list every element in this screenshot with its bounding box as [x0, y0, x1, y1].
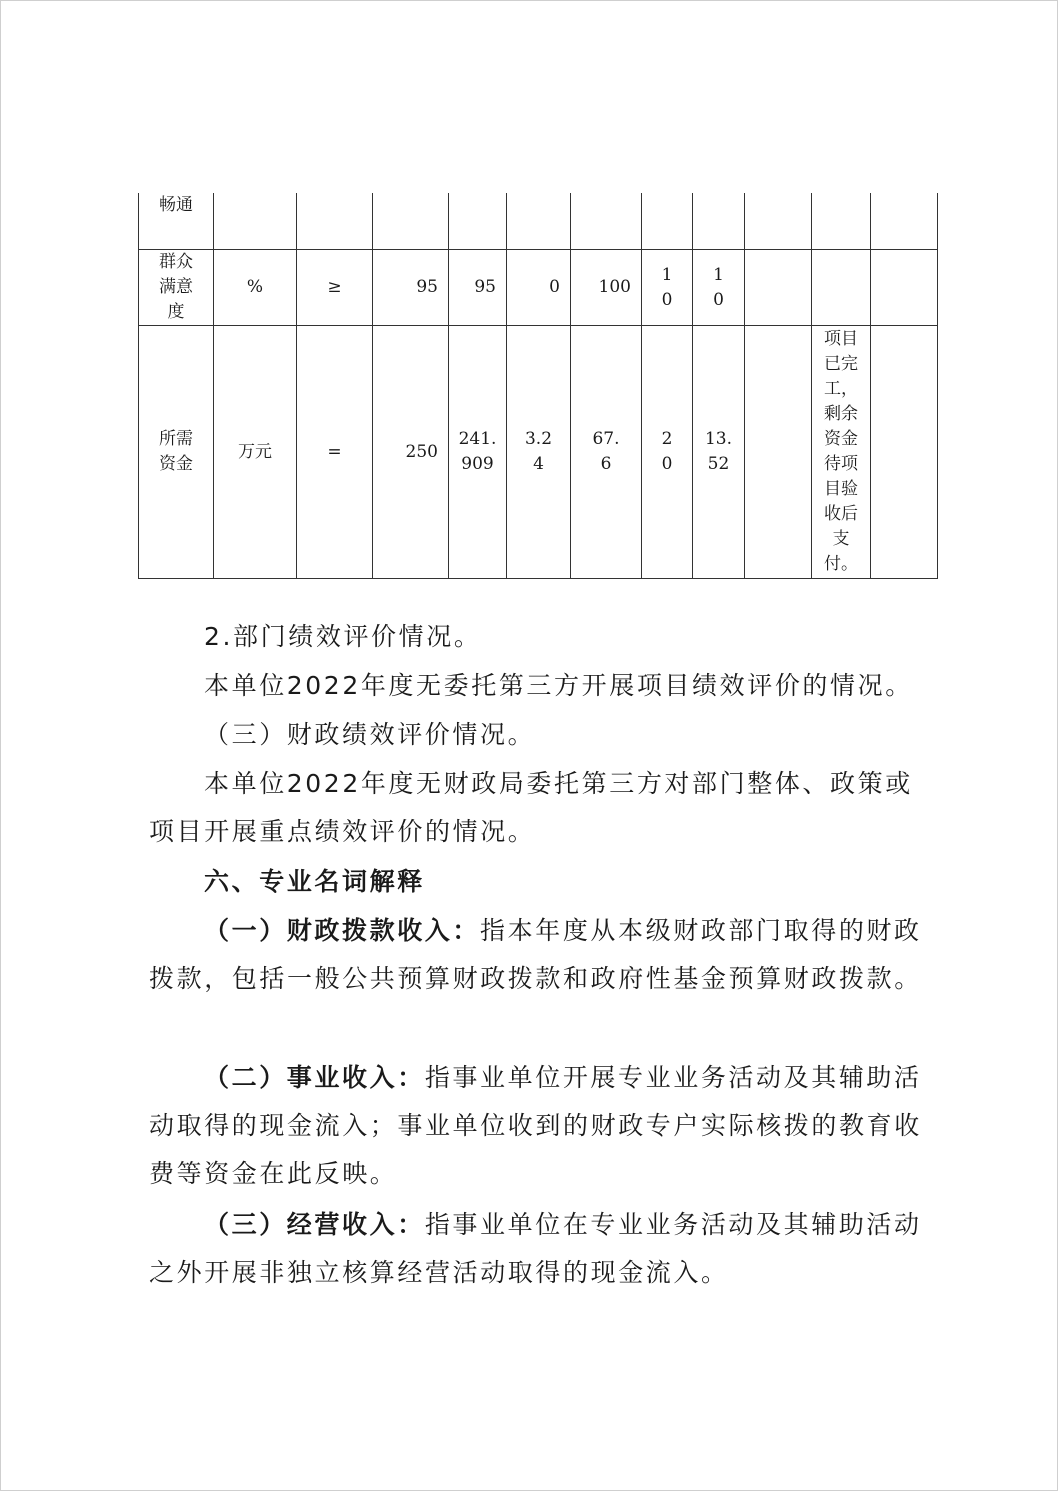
paragraph-business-income — [149, 1054, 929, 1198]
score-cell — [693, 250, 745, 326]
completion-text: 67.6 — [592, 429, 620, 474]
deviation-cell: 0 — [507, 250, 571, 326]
term-title: （一）财政拨款收入： — [204, 916, 481, 945]
paragraph-dept-evaluation: 2.部门绩效评价情况。 — [204, 622, 482, 651]
performance-table — [138, 193, 938, 579]
paragraph-operating-income — [149, 1201, 929, 1297]
indicator-cell — [139, 250, 214, 326]
unit-cell: % — [214, 250, 297, 326]
score-text: 10 — [713, 264, 724, 310]
paragraph-fiscal-appropriation — [149, 907, 929, 1003]
note-cell — [812, 326, 871, 579]
weight-cell — [642, 250, 693, 326]
deviation-text: 3.24 — [524, 429, 553, 474]
paragraph-no-third-party: 本单位2022年度无委托第三方开展项目绩效评价的情况。 — [204, 671, 913, 700]
weight-text: 20 — [661, 429, 673, 474]
table-row — [139, 193, 938, 250]
completion-cell — [571, 326, 642, 579]
paragraph-fiscal-evaluation: （三）财政绩效评价情况。 — [204, 720, 536, 749]
score-cell — [693, 326, 745, 579]
paragraph-no-finance-bureau: 本单位2022年度无财政局委托第三方对部门整体、政策或项目开展重点绩效评价的情况。 — [149, 769, 913, 846]
indicator-text: 群众满意度 — [158, 252, 193, 322]
indicator-text: 畅通 — [159, 195, 193, 215]
indicator-cell — [139, 193, 214, 250]
score-text: 13.52 — [704, 429, 733, 474]
completion-cell: 100 — [571, 250, 642, 326]
actual-value-text: 241.909 — [458, 429, 497, 474]
weight-text: 10 — [661, 264, 673, 310]
annual-target-cell: 95 — [373, 250, 449, 326]
annual-target-cell: 250 — [373, 326, 449, 579]
term-title: （二）事业收入： — [204, 1063, 425, 1092]
operator-cell: ≥ — [297, 250, 373, 326]
actual-value-cell: 95 — [449, 250, 507, 326]
section-heading-terms: 六、专业名词解释 — [204, 867, 425, 896]
term-title: （三）经营收入： — [204, 1210, 425, 1239]
note-text: 项目已完工，剩余资金待项目验收后支付。 — [823, 329, 858, 574]
table-row — [139, 250, 938, 326]
actual-value-cell — [449, 326, 507, 579]
deviation-cell — [507, 326, 571, 579]
term-body: 指事业单位开展专业业务活动及其辅助活动取得的现金流入；事业单位收到的财政专户实际核拨的教育收费等资金在此反映。 — [149, 1063, 922, 1188]
unit-cell: 万元 — [214, 326, 297, 579]
indicator-text: 所需资金 — [158, 429, 193, 474]
indicator-cell — [139, 326, 214, 579]
operator-cell: = — [297, 326, 373, 579]
term-body: 指本年度从本级财政部门取得的财政拨款，包括一般公共预算财政拨款和政府性基金预算财政拨款。 — [149, 916, 922, 993]
table-row — [139, 326, 938, 579]
term-body: 指事业单位在专业业务活动及其辅助活动之外开展非独立核算经营活动取得的现金流入。 — [149, 1210, 922, 1287]
weight-cell — [642, 326, 693, 579]
